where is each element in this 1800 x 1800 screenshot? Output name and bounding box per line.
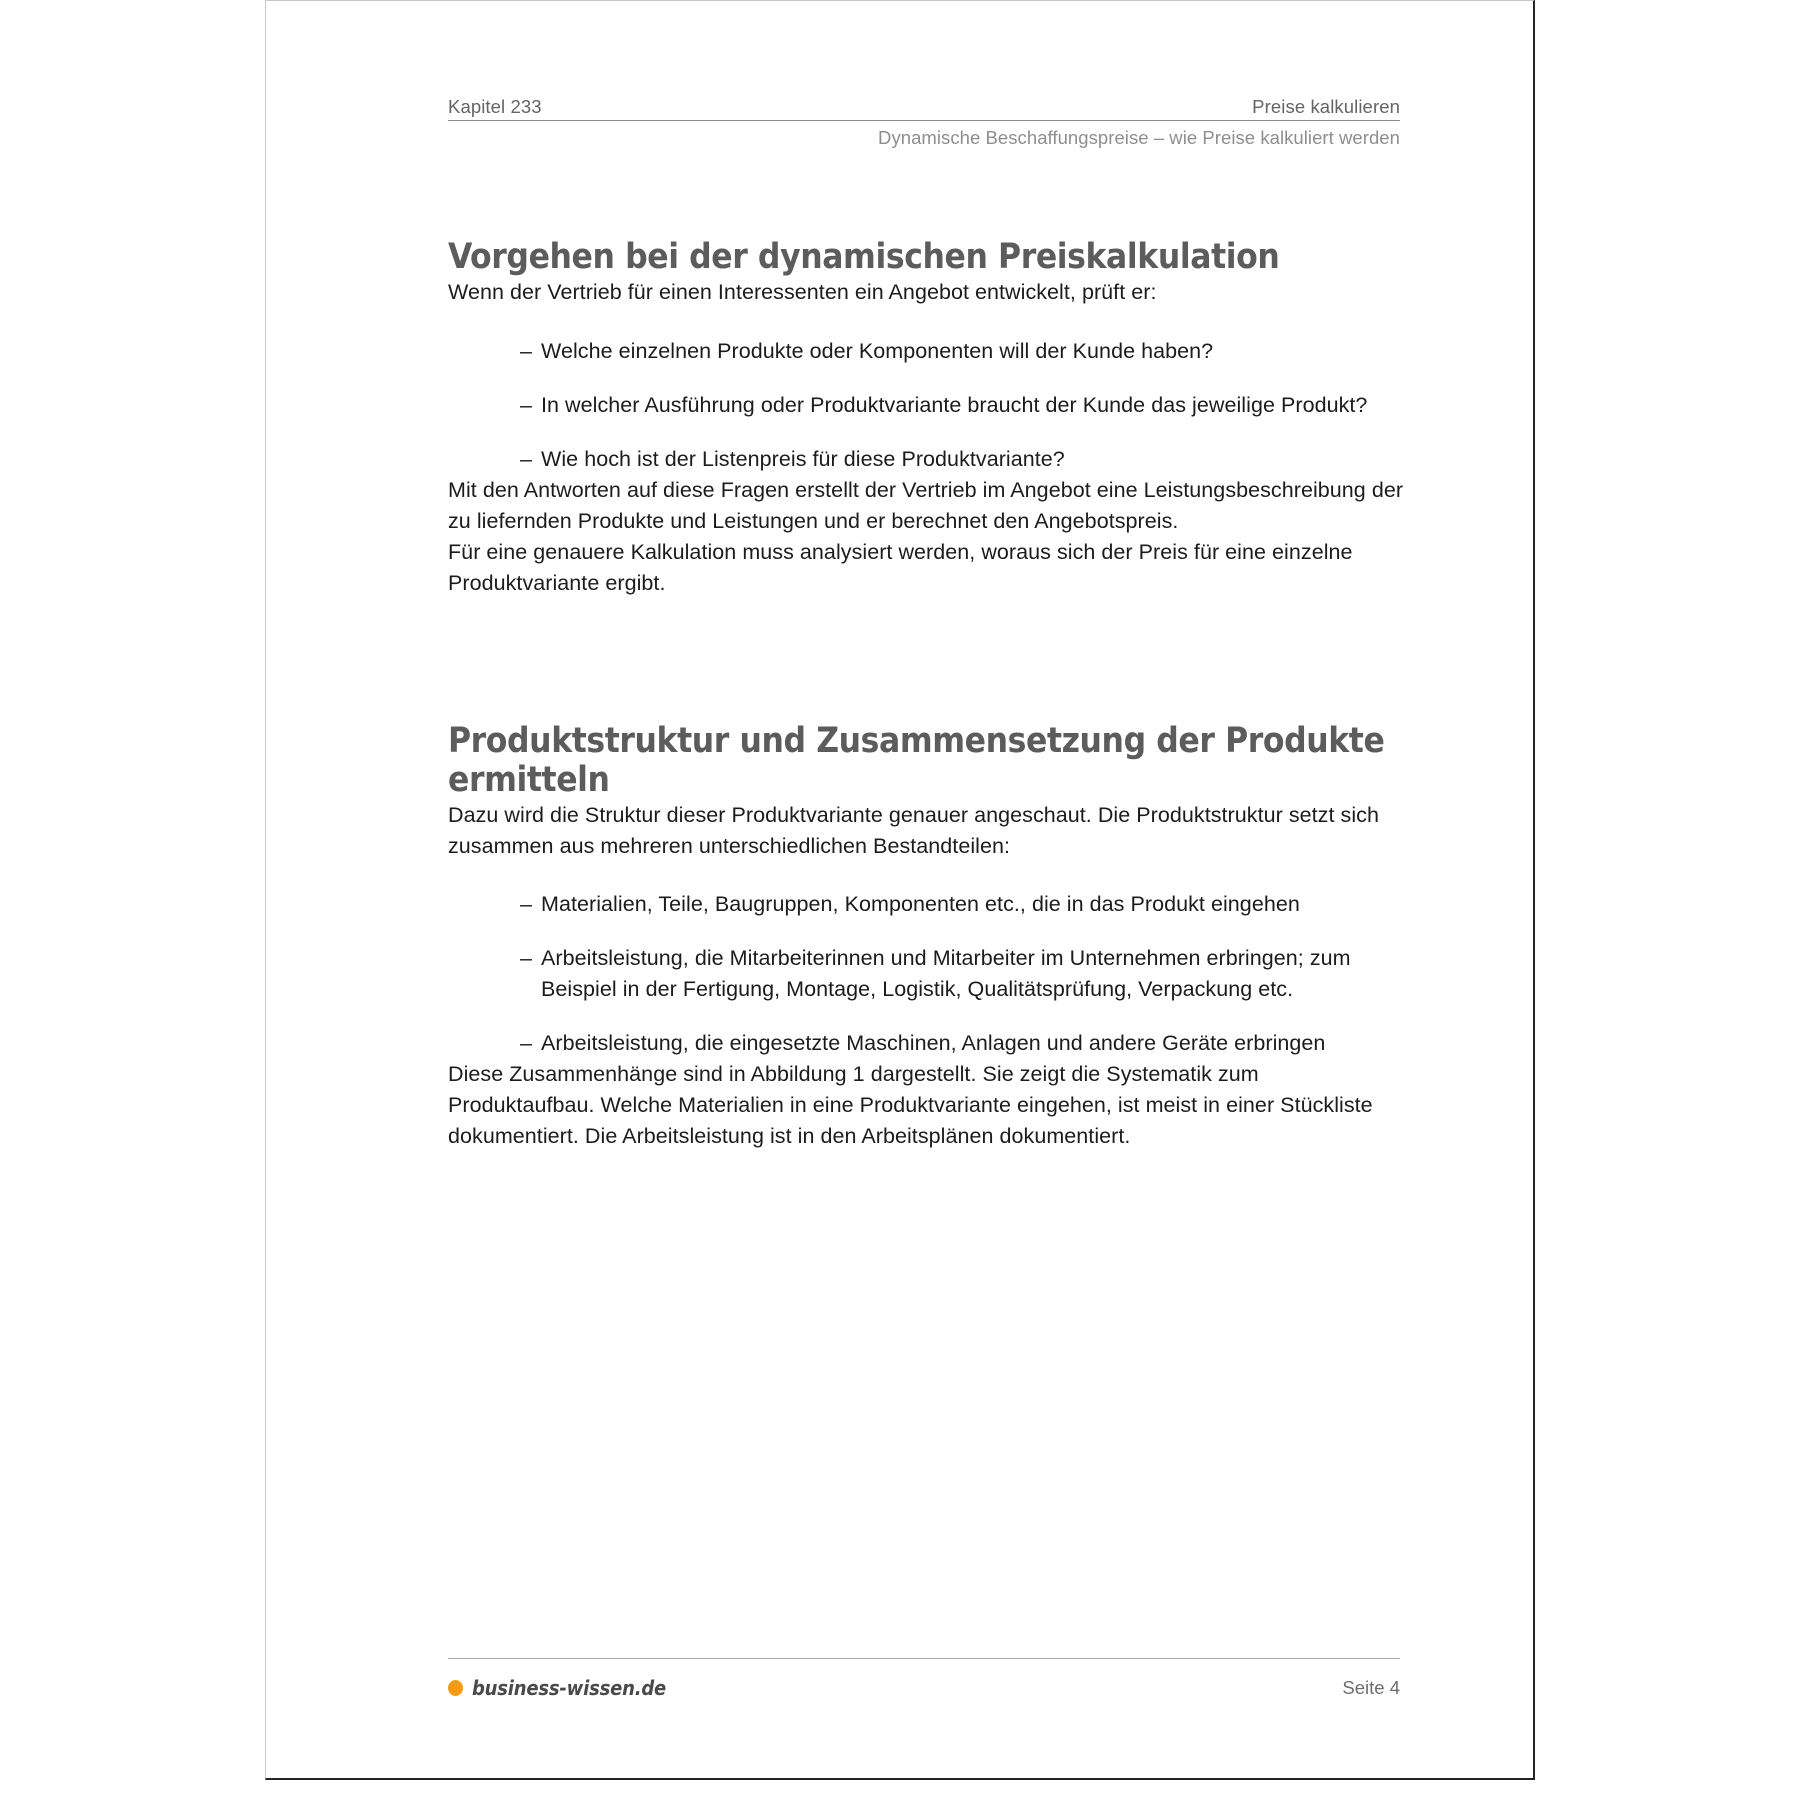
page-header bbox=[448, 96, 1400, 149]
section-2-intro: Dazu wird die Struktur dieser Produktvariante genauer angeschaut. Die Produktstruktur setzt sich zusammen aus mehreren unterschiedlichen Bestandteilen: bbox=[448, 803, 1379, 859]
list-item-label: Arbeitsleistung, die Mitarbeiterinnen und Mitarbeiter im Unternehmen erbringen; zum Beispiel in der Fertigung, Montage, Logistik, Qualitätsprüfung, Verpackung etc. bbox=[541, 946, 1351, 1001]
footer-row bbox=[448, 1659, 1400, 1700]
header-subtitle: Dynamische Beschaffungspreise – wie Preise kalkuliert werden bbox=[878, 127, 1400, 149]
list-item bbox=[448, 889, 1408, 920]
list-item-label: Materialien, Teile, Baugruppen, Komponenten etc., die in das Produkt eingehen bbox=[541, 892, 1300, 917]
section-2-bullet-list bbox=[448, 889, 1408, 1059]
list-item-label: In welcher Ausführung oder Produktvariante braucht der Kunde das jeweilige Produkt? bbox=[541, 393, 1368, 418]
dash-bullet-icon: – bbox=[520, 393, 533, 418]
list-item-label: Welche einzelnen Produkte oder Komponenten will der Kunde haben? bbox=[541, 339, 1214, 364]
list-item-label: Arbeitsleistung, die eingesetzte Maschinen, Anlagen und andere Geräte erbringen bbox=[541, 1030, 1326, 1055]
header-top-row bbox=[448, 96, 1400, 121]
section-2-heading: Produktstruktur und Zusammensetzung der Produkte ermitteln bbox=[448, 720, 1385, 800]
dash-bullet-icon: – bbox=[520, 447, 533, 472]
header-chapter: Kapitel 233 bbox=[448, 96, 542, 117]
dash-bullet-icon: – bbox=[520, 339, 533, 364]
page-number-label: Seite 4 bbox=[1342, 1677, 1400, 1698]
page-footer bbox=[448, 1658, 1400, 1700]
page-content bbox=[448, 216, 1408, 1152]
orange-dot-icon bbox=[448, 1680, 463, 1696]
section-1-intro: Wenn der Vertrieb für einen Interessenten ein Angebot entwickelt, prüft er: bbox=[448, 280, 1157, 305]
document-page bbox=[265, 0, 1535, 1780]
list-item bbox=[448, 336, 1408, 367]
section-2 bbox=[448, 722, 1408, 800]
list-item bbox=[448, 444, 1408, 475]
section-1-bullet-list bbox=[448, 336, 1408, 475]
dash-bullet-icon: – bbox=[520, 892, 533, 917]
list-item-label: Wie hoch ist der Listenpreis für diese Produktvariante? bbox=[541, 447, 1065, 472]
brand-logo bbox=[448, 1676, 666, 1700]
brand-name-label: business-wissen.de bbox=[472, 1676, 667, 1700]
dash-bullet-icon: – bbox=[520, 946, 533, 971]
section-2-paragraph-1: Diese Zusammenhänge sind in Abbildung 1 dargestellt. Sie zeigt die Systematik zum Produktaufbau. Welche Materialien in eine Produktvariante eingehen, ist meist in einer Stückliste dokumentiert. Die Arbeitsleistung ist in den Arbeitsplänen dokumentiert. bbox=[448, 1061, 1373, 1148]
list-item bbox=[448, 390, 1408, 421]
section-1-paragraph-1: Mit den Antworten auf diese Fragen erstellt der Vertrieb im Angebot eine Leistungsbeschreibung der zu liefernden Produkte und Leistungen und er berechnet den Angebotspreis. bbox=[448, 478, 1404, 533]
section-1-heading: Vorgehen bei der dynamischen Preiskalkulation bbox=[448, 237, 1280, 277]
section-1 bbox=[448, 238, 1408, 277]
list-item bbox=[448, 1028, 1408, 1059]
dash-bullet-icon: – bbox=[520, 1030, 533, 1055]
page-inner bbox=[266, 1, 1533, 1778]
header-topic: Preise kalkulieren bbox=[1252, 96, 1400, 117]
section-1-paragraph-2: Für eine genauere Kalkulation muss analysiert werden, woraus sich der Preis für eine einzelne Produktvariante ergibt. bbox=[448, 539, 1353, 595]
list-item bbox=[448, 943, 1408, 1005]
